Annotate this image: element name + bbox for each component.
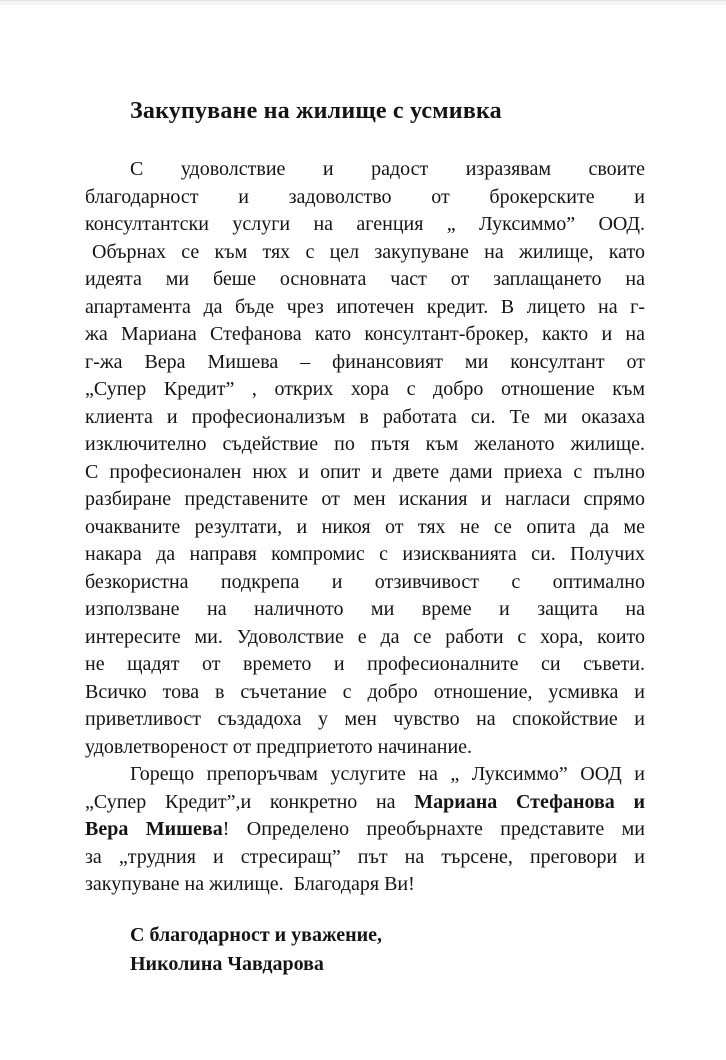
text-line [85, 514, 645, 542]
document-title: Закупуване на жилище с усмивка [130, 98, 502, 124]
text-line [85, 541, 645, 569]
text-run: интересите ми. Удоволствие е да се работи с хора, които [85, 625, 645, 648]
text-line [85, 459, 645, 487]
text-line [85, 404, 645, 432]
text-run: идеята ми беше основната част от заплащането на [85, 268, 645, 290]
text-run: безкористна подкрепа и отзивчивост с оптимално [85, 570, 645, 593]
text-run: не щадят от времето и професионалните си съвети. [85, 653, 645, 675]
bold-text-run: Вера Мишева [85, 818, 223, 840]
text-run: „Супер Кредит”,и конкретно на [85, 790, 415, 813]
text-line [85, 486, 645, 514]
text-run: благодарност и задоволство от брокерските и [85, 185, 645, 208]
text-run: очакваните резултати, и никоя от тях не се опита да ме [85, 515, 645, 538]
text-run: С професионален нюх и опит и двете дами приеха с пълно [85, 460, 645, 483]
text-run: Всичко това в съчетание с добро отношение, усмивка и [85, 680, 645, 703]
text-line [85, 789, 645, 817]
text-line [85, 431, 645, 459]
text-run: накара да направя компромис с изискванията си. Получих [85, 543, 645, 565]
text-line [85, 294, 645, 322]
text-line [85, 624, 645, 652]
closing-salutation: С благодарност и уважение, [130, 923, 383, 946]
text-run: „Супер Кредит” , открих хора с добро отношение към [85, 378, 645, 400]
text-run: жа Мариана Стефанова като консултант-брокер, както и на [85, 323, 645, 345]
text-line [85, 156, 645, 184]
signature-block [85, 921, 645, 979]
document-body [85, 156, 645, 899]
text-run: закупуване на жилище. Благодаря Ви! [85, 873, 415, 895]
text-run: Обърнах се към тях с цел закупуване на жилище, като [92, 240, 645, 263]
text-line [85, 184, 645, 212]
text-line [85, 569, 645, 597]
text-run: за „трудния и стресиращ” път на търсене, преговори и [85, 845, 645, 868]
text-line [85, 844, 645, 872]
text-run: удовлетвореност от предприетото начинание. [85, 735, 473, 758]
document-content [85, 0, 645, 979]
text-run: апартамента да бъде чрез ипотечен кредит. В лицето на г- [85, 295, 645, 318]
text-line [85, 679, 645, 707]
text-line [85, 871, 645, 899]
text-line [85, 816, 645, 844]
text-line [85, 596, 645, 624]
text-run: Горещо препоръчвам услугите на „ Луксиммо” ООД и [130, 763, 645, 785]
text-run: консултантски услуги на агенция „ Луксиммо” ООД. [85, 213, 645, 235]
text-line [85, 376, 645, 404]
bold-text-run: Мариана Стефанова и [414, 790, 645, 813]
text-run: разбиране представените от мен искания и нагласи спрямо [85, 488, 645, 510]
text-line [85, 211, 645, 239]
text-line [85, 761, 645, 789]
text-run: ! Определено преобърнахте представите ми [222, 818, 645, 840]
text-line [85, 651, 645, 679]
text-line [85, 239, 645, 267]
text-line [85, 321, 645, 349]
text-run: клиента и професионализъм в работата си. Те ми оказаха [85, 405, 645, 428]
text-run: г-жа Вера Мишева – финансовият ми консултант от [85, 350, 645, 373]
text-run: изключително съдействие по пътя към желаното жилище. [85, 433, 645, 455]
text-line [85, 706, 645, 734]
text-run: използване на наличното ми време и защита на [85, 598, 645, 620]
text-run: приветливост създадоха у мен чувство на спокойствие и [85, 708, 645, 730]
text-line [85, 734, 645, 762]
text-run: С удоволствие и радост изразявам своите [130, 158, 645, 180]
text-line [85, 349, 645, 377]
text-line [85, 266, 645, 294]
signature-name: Николина Чавдарова [130, 952, 324, 975]
